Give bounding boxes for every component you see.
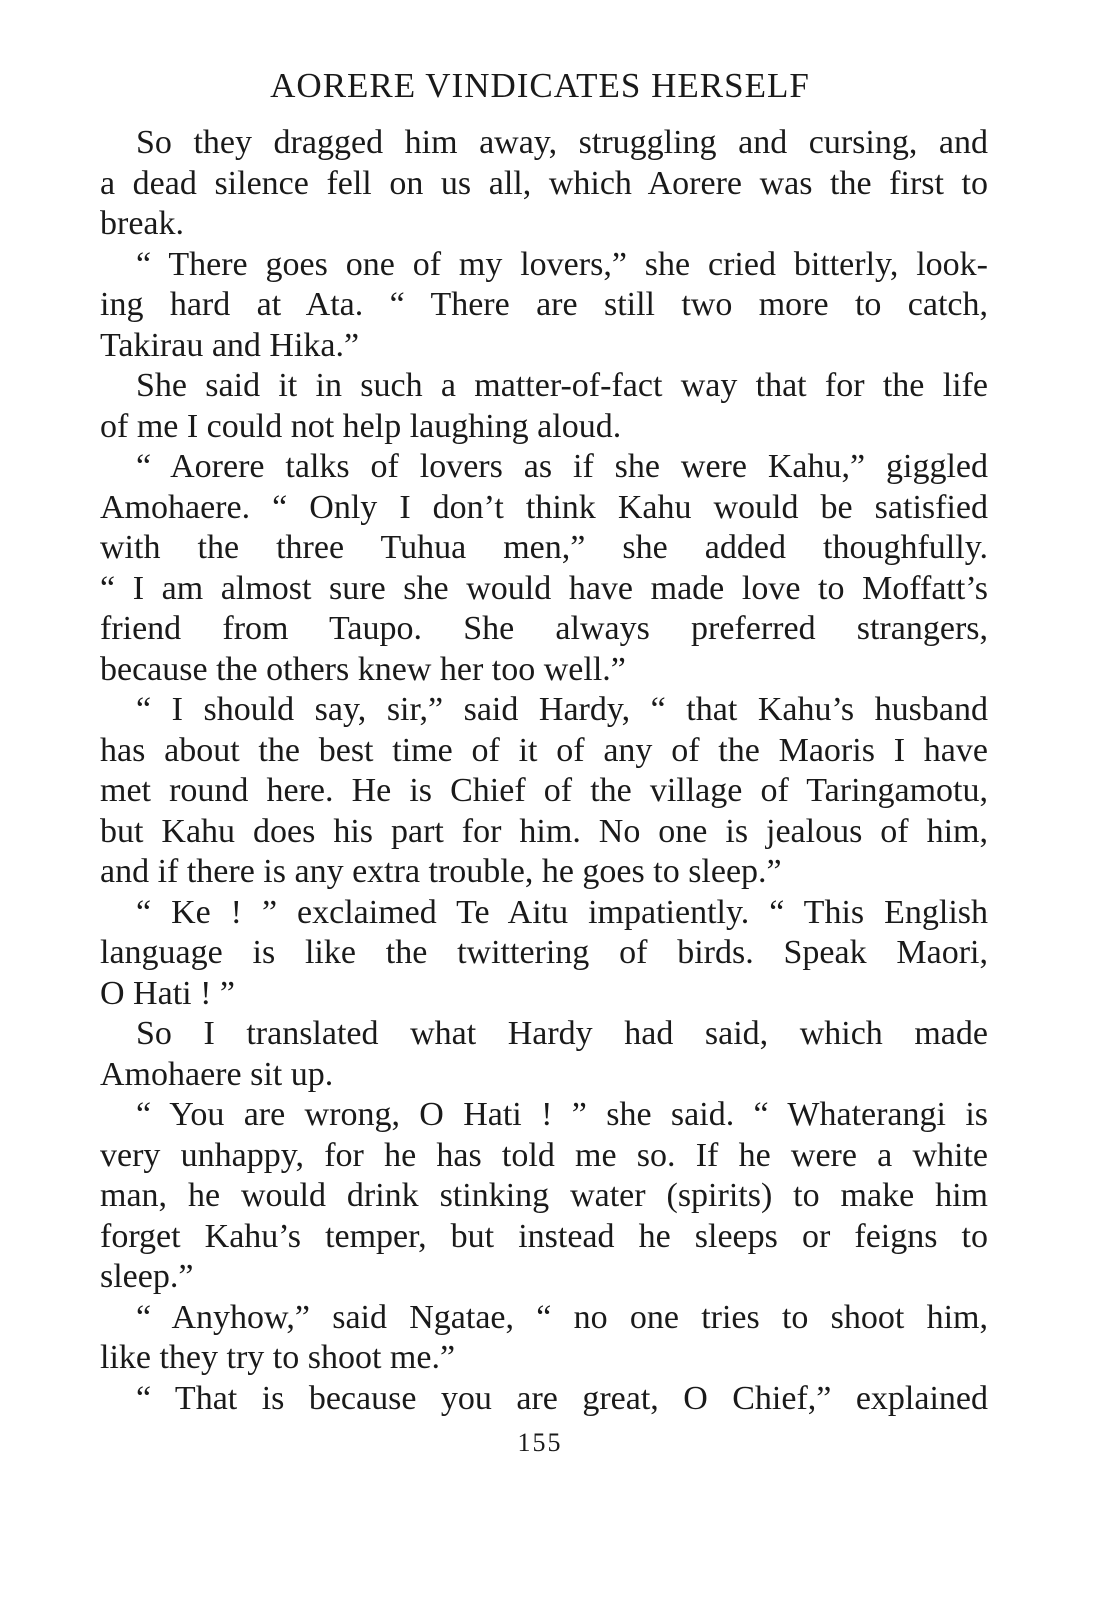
text-line: “ Anyhow,” said Ngatae, “ no one tries to shoot him, xyxy=(136,1298,988,1336)
text-line: like they try to shoot me.” xyxy=(100,1339,456,1376)
text-line: break. xyxy=(100,205,185,242)
text-line: of me I could not help laughing aloud. xyxy=(100,407,622,445)
text-line: She said it in such a matter-of-fact way that for the life xyxy=(136,367,988,404)
text-line: with the three Tuhua men,” she added thoughfully. xyxy=(100,529,988,566)
text-line: ing hard at Ata. “ There are still two more to catch, xyxy=(100,286,988,323)
text-line: forget Kahu’s temper, but instead he sleeps or feigns to xyxy=(100,1217,988,1255)
text-line: met round here. He is Chief of the village of Taringamotu, xyxy=(100,772,988,809)
text-line: “ You are wrong, O Hati ! ” she said. “ Whaterangi is xyxy=(136,1096,988,1133)
text-line: and if there is any extra trouble, he goes to sleep.” xyxy=(100,853,782,890)
text-line: because the others knew her too well.” xyxy=(100,650,626,688)
text-line: Amohaere. “ Only I don’t think Kahu would be satisfied xyxy=(100,488,988,526)
text-line: “ There goes one of my lovers,” she cried bitterly, look- xyxy=(136,245,988,283)
text-line: Amohaere sit up. xyxy=(100,1055,334,1093)
text-line: So I translated what Hardy had said, which made xyxy=(136,1015,988,1052)
text-line: “ I am almost sure she would have made love to Moffatt’s xyxy=(100,569,988,607)
text-line: but Kahu does his part for him. No one is jealous of him, xyxy=(100,812,988,850)
text-line: has about the best time of it of any of the Maoris I have xyxy=(100,731,988,769)
text-line: “ I should say, sir,” said Hardy, “ that Kahu’s husband xyxy=(136,691,988,728)
text-line: “ Ke ! ” exclaimed Te Aitu impatiently. “ This English xyxy=(136,893,988,931)
text-line: language is like the twittering of birds. Speak Maori, xyxy=(100,934,988,971)
text-line: So they dragged him away, struggling and cursing, and xyxy=(136,124,988,161)
text-line: very unhappy, for he has told me so. If he were a white xyxy=(100,1136,988,1174)
text-line: sleep.” xyxy=(100,1258,194,1295)
text-line: O Hati ! ” xyxy=(100,974,236,1012)
text-line: a dead silence fell on us all, which Aorere was the first to xyxy=(100,164,988,202)
text-line: friend from Taupo. She always preferred strangers, xyxy=(100,610,988,647)
text-line: Takirau and Hika.” xyxy=(100,326,360,364)
page-number: 155 xyxy=(517,1428,563,1457)
text-line: man, he would drink stinking water (spirits) to make him xyxy=(100,1177,988,1214)
running-head: AORERE VINDICATES HERSELF xyxy=(270,66,810,105)
text-line: “ That is because you are great, O Chief,” explained xyxy=(136,1379,988,1417)
body-text xyxy=(100,123,988,1419)
text-line: “ Aorere talks of lovers as if she were Kahu,” giggled xyxy=(136,448,988,485)
